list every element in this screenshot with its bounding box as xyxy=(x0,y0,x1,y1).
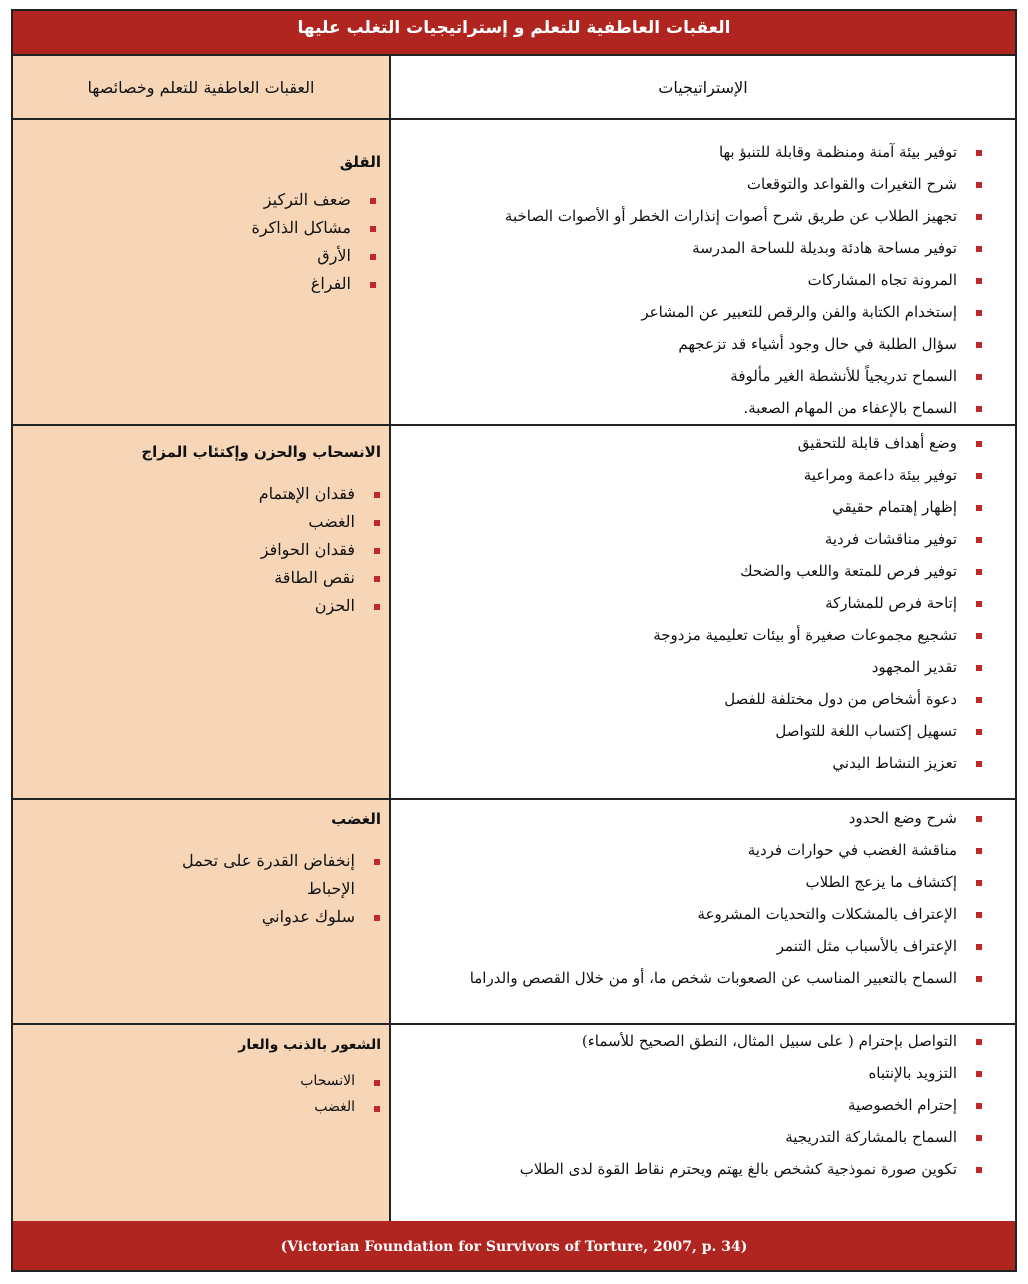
obstacle-list xyxy=(33,1068,355,1120)
obstacle-item: ضعف التركيز xyxy=(33,186,351,214)
strategy-item: إحترام الخصوصية xyxy=(401,1091,957,1120)
strategy-item: تقدير المجهود xyxy=(401,653,957,682)
table-title: العقبات العاطفية للتعلم و إستراتيجيات التغلب عليها xyxy=(13,11,1015,56)
strategy-item: السماح بالمشاركة التدريجية xyxy=(401,1123,957,1152)
obstacle-list xyxy=(33,186,351,298)
citation-footer: (Victorian Foundation for Survivors of Torture, 2007, p. 34) xyxy=(13,1221,1015,1270)
strategy-item: توفير فرص للمتعة واللعب والضحك xyxy=(401,557,957,586)
obstacle-title: القلق xyxy=(339,153,381,171)
obstacle-list xyxy=(33,480,355,620)
obstacle-item: مشاكل الذاكرة xyxy=(33,214,351,242)
obstacle-item: فقدان الحوافز xyxy=(33,536,355,564)
section-withdrawal xyxy=(13,426,1015,800)
strategy-item: إكتشاف ما يزعج الطلاب xyxy=(401,868,957,897)
strategy-item: السماح تدريجياً للأنشطة الغير مألوفة xyxy=(401,362,957,391)
strategy-item: سؤال الطلبة في حال وجود أشياء قد تزعجهم xyxy=(401,330,957,359)
strategy-item: الإعتراف بالأسباب مثل التنمر xyxy=(401,932,957,961)
obstacle-list xyxy=(163,847,355,931)
strategy-item: تعزيز النشاط البدني xyxy=(401,749,957,778)
obstacle-item: الغضب xyxy=(33,508,355,536)
strategy-item: المرونة تجاه المشاركات xyxy=(401,266,957,295)
header-obstacles: العقبات العاطفية للتعلم وخصائصها xyxy=(13,56,391,120)
strategy-item: مناقشة الغضب في حوارات فردية xyxy=(401,836,957,865)
strategy-item: تشجيع مجموعات صغيرة أو بيئات تعليمية مزدوجة xyxy=(401,621,957,650)
strategy-item: تجهيز الطلاب عن طريق شرح أصوات إنذارات الخطر أو الأصوات الصاخبة xyxy=(401,202,957,231)
obstacle-item: الأرق xyxy=(33,242,351,270)
obstacle-item: الانسحاب xyxy=(33,1068,355,1094)
strategy-item: توفير مناقشات فردية xyxy=(401,525,957,554)
strategy-item: شرح التغيرات والقواعد والتوقعات xyxy=(401,170,957,199)
section-guilt xyxy=(13,1025,1015,1225)
strategy-list xyxy=(401,804,957,996)
strategy-list xyxy=(401,138,957,426)
strategy-item: وضع أهداف قابلة للتحقيق xyxy=(401,429,957,458)
obstacle-title: الانسحاب والحزن وإكتئاب المزاج xyxy=(141,443,381,461)
strategy-item: توفير بيئة داعمة ومراعية xyxy=(401,461,957,490)
section-anger xyxy=(13,800,1015,1025)
obstacle-item: فقدان الإهتمام xyxy=(33,480,355,508)
strategy-item: السماح بالإعفاء من المهام الصعبة. xyxy=(401,394,957,423)
obstacle-item: الحزن xyxy=(33,592,355,620)
strategy-item: تكوين صورة نموذجية كشخص بالغ يهتم ويحترم نقاط القوة لدى الطلاب xyxy=(401,1155,957,1184)
strategy-item: السماح بالتعبير المناسب عن الصعوبات شخص ما، أو من خلال القصص والدراما xyxy=(401,964,957,993)
obstacle-item: نقص الطاقة xyxy=(33,564,355,592)
document-table xyxy=(11,9,1017,1272)
strategy-item: إتاحة فرص للمشاركة xyxy=(401,589,957,618)
strategy-item: التواصل بإحترام ( على سبيل المثال، النطق الصحيح للأسماء) xyxy=(401,1027,957,1056)
strategies-cell xyxy=(391,120,1015,424)
obstacle-item: الفراغ xyxy=(33,270,351,298)
obstacle-cell xyxy=(13,800,391,1023)
obstacle-cell xyxy=(13,426,391,798)
strategies-cell xyxy=(391,800,1015,1023)
obstacle-item: إنخفاض القدرة على تحمل الإحباط xyxy=(163,847,355,903)
obstacle-title: الغضب xyxy=(331,810,381,828)
strategy-item: شرح وضع الحدود xyxy=(401,804,957,833)
strategy-item: إستخدام الكتابة والفن والرقص للتعبير عن المشاعر xyxy=(401,298,957,327)
obstacle-cell xyxy=(13,120,391,424)
strategy-list xyxy=(401,429,957,781)
strategy-item: توفير مساحة هادئة وبديلة للساحة المدرسة xyxy=(401,234,957,263)
obstacle-cell xyxy=(13,1025,391,1225)
strategy-item: إظهار إهتمام حقيقي xyxy=(401,493,957,522)
obstacle-item: الغضب xyxy=(33,1094,355,1120)
obstacle-title: الشعور بالذنب والعار xyxy=(238,1037,381,1053)
strategies-cell xyxy=(391,426,1015,798)
strategy-list xyxy=(401,1027,957,1187)
strategy-item: دعوة أشخاص من دول مختلفة للفصل xyxy=(401,685,957,714)
obstacle-item: سلوك عدواني xyxy=(163,903,355,931)
strategy-item: توفير بيئة آمنة ومنظمة وقابلة للتنبؤ بها xyxy=(401,138,957,167)
strategy-item: تسهيل إكتساب اللغة للتواصل xyxy=(401,717,957,746)
strategy-item: الإعتراف بالمشكلات والتحديات المشروعة xyxy=(401,900,957,929)
header-strategies: الإستراتيجيات xyxy=(391,56,1015,120)
strategy-item: التزويد بالإنتباه xyxy=(401,1059,957,1088)
strategies-cell xyxy=(391,1025,1015,1225)
section-anxiety xyxy=(13,120,1015,426)
